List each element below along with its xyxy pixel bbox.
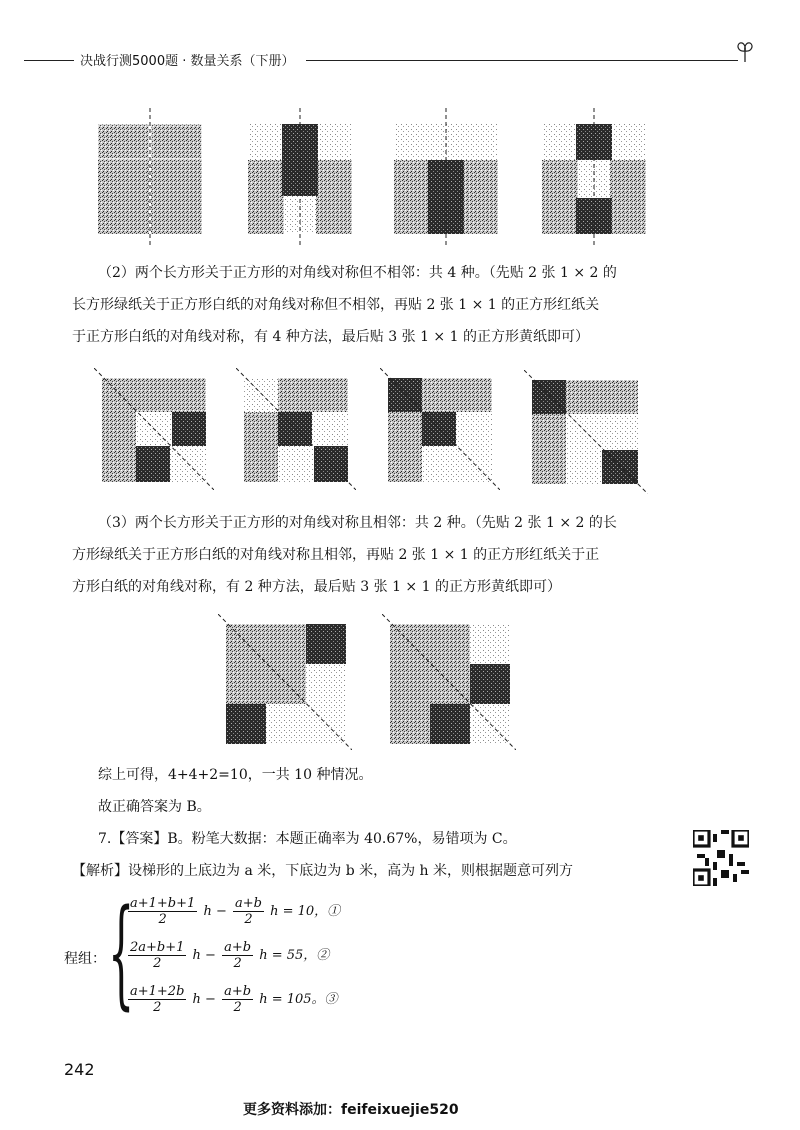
header-rule-right xyxy=(306,60,738,61)
section2-line-1: （2）两个长方形关于正方形的对角线对称但不相邻：共 4 种。（先贴 2 张 1 × 2 的 xyxy=(98,265,617,281)
footer-note: 更多资料添加：feifeixuejie520 xyxy=(243,1102,459,1118)
eq1-num1: a+1+b+1 xyxy=(130,896,196,911)
diagonal-figure-3 xyxy=(380,368,500,490)
eq2-den1: 2 xyxy=(153,956,162,971)
equation-2 xyxy=(126,940,329,971)
page-number: 242 xyxy=(64,1060,95,1079)
sprout-icon xyxy=(734,40,756,64)
adjacent-figure-2 xyxy=(382,614,516,750)
adjacent-figure-1 xyxy=(218,614,352,750)
tiling-figure-1 xyxy=(94,108,206,248)
eq3-num2: a+b xyxy=(224,984,252,999)
diagonal-figure-2 xyxy=(236,368,356,490)
running-header-title: 决战行测5000题 · 数量关系（下册） xyxy=(74,50,300,69)
eq3-tail: h = 105。③ xyxy=(259,992,338,1007)
eq1-num2: a+b xyxy=(234,896,262,911)
eq1-tail: h = 10，① xyxy=(270,904,341,919)
section3-line-1: （3）两个长方形关于正方形的对角线对称且相邻：共 2 种。（先贴 2 张 1 × 2 的长 xyxy=(98,515,617,531)
tiling-figure-3 xyxy=(390,108,502,248)
eq3-mid: h − xyxy=(192,992,216,1007)
section2-line-3: 于正方形白纸的对角线对称，有 4 种方法，最后贴 3 张 1 × 1 的正方形黄纸即可） xyxy=(72,329,589,345)
eq2-num2: a+b xyxy=(224,940,252,955)
eq-label: 程组： xyxy=(64,951,106,967)
summary-line-1: 综上可得，4+4+2=10，一共 10 种情况。 xyxy=(98,767,373,783)
eq3-den2: 2 xyxy=(233,1000,242,1015)
diagonal-figure-4 xyxy=(524,370,648,494)
section2-line-2: 长方形绿纸关于正方形白纸的对角线对称但不相邻，再贴 2 张 1 × 1 的正方形红纸关 xyxy=(72,297,600,313)
header-rule-left xyxy=(24,60,74,61)
section3-line-3: 方形白纸的对角线对称，有 2 种方法，最后贴 3 张 1 × 1 的正方形黄纸即可） xyxy=(72,579,561,595)
eq1-den1: 2 xyxy=(158,912,167,927)
left-brace: { xyxy=(108,883,135,1021)
equation-1 xyxy=(126,896,340,927)
summary-line-2: 故正确答案为 B。 xyxy=(98,799,211,815)
eq3-num1: a+1+2b xyxy=(130,984,185,999)
eq2-mid: h − xyxy=(192,948,216,963)
equation-3 xyxy=(126,984,338,1015)
eq1-mid: h − xyxy=(203,904,227,919)
q7-answer-line: 7.【答案】B。粉笔大数据：本题正确率为 40.67%，易错项为 C。 xyxy=(98,831,517,847)
diagonal-figure-1 xyxy=(94,368,214,490)
eq1-den2: 2 xyxy=(244,912,253,927)
qr-code-icon xyxy=(693,830,749,886)
tiling-figure-2 xyxy=(244,108,356,248)
eq3-den1: 2 xyxy=(153,1000,162,1015)
tiling-figure-4 xyxy=(538,108,650,248)
section3-line-2: 方形绿纸关于正方形白纸的对角线对称且相邻，再贴 2 张 1 × 1 的正方形红纸关于正 xyxy=(72,547,600,563)
eq2-num1: 2a+b+1 xyxy=(130,940,185,955)
q7-analysis-line: 【解析】设梯形的上底边为 a 米，下底边为 b 米，高为 h 米，则根据题意可列方 xyxy=(72,863,574,879)
eq2-tail: h = 55，② xyxy=(259,948,330,963)
eq2-den2: 2 xyxy=(233,956,242,971)
